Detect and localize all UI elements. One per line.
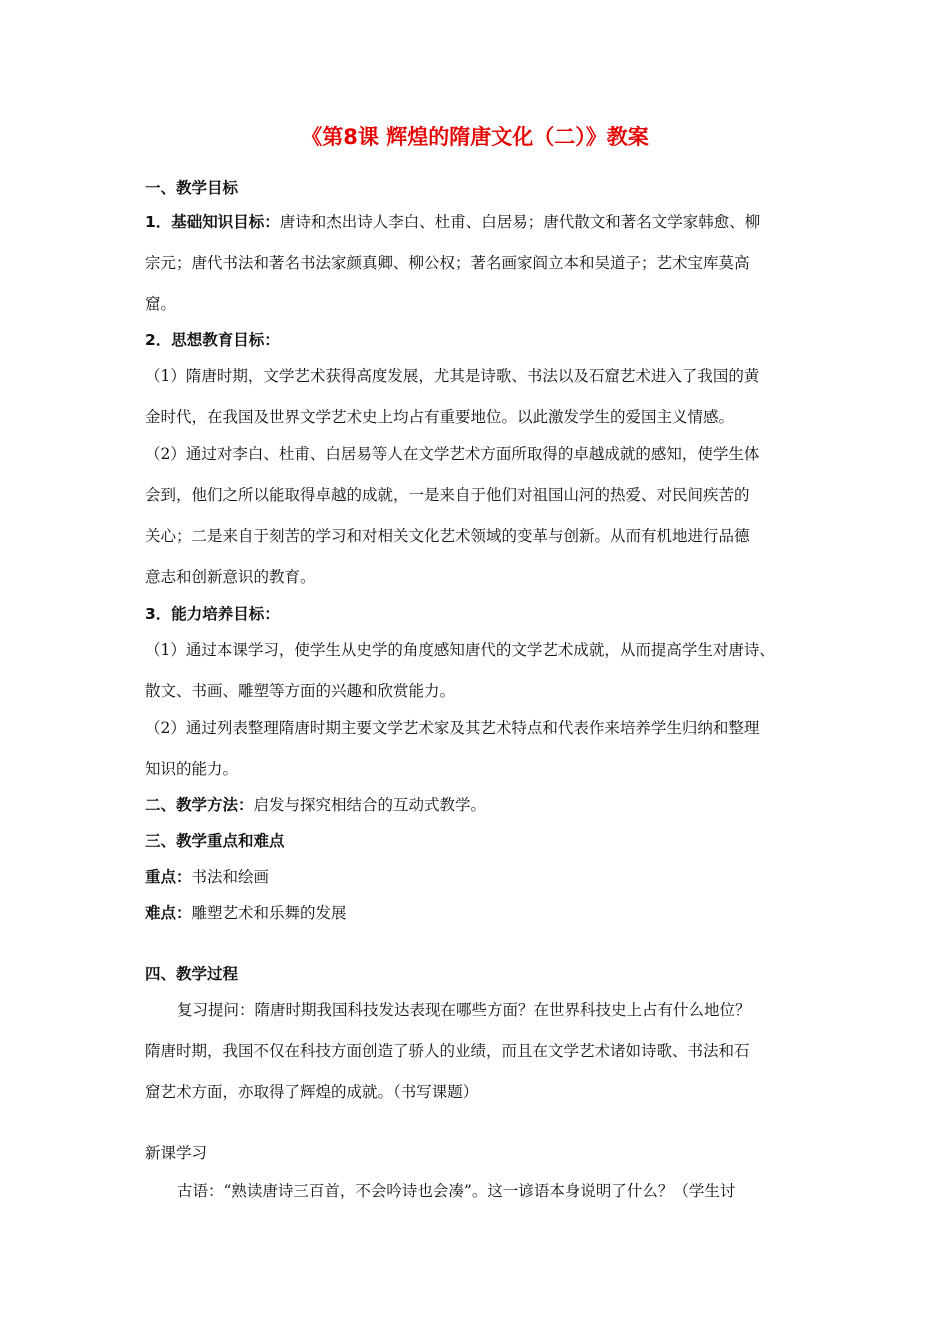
paragraph-line: 知识的能力。 [145, 760, 239, 778]
paragraph-line: 关心；二是来自于刻苦的学习和对相关文化艺术领域的变革与创新。从而有机地进行品德 [145, 527, 750, 545]
paragraph-line: 窟。 [145, 295, 177, 313]
difficulty-text: 雕塑艺术和乐舞的发展 [191, 904, 347, 922]
paragraph-line: 古语：“熟读唐诗三百首，不会吟诗也会凑”。这一谚语本身说明了什么？（学生讨 [177, 1182, 736, 1200]
new-lesson-heading: 新课学习 [145, 1144, 208, 1162]
paragraph-line: （1）隋唐时期，文学艺术获得高度发展，尤其是诗歌、书法以及石窟艺术进入了我国的黄 [145, 367, 760, 385]
paragraph-line: （2）通过对李白、杜甫、白居易等人在文学艺术方面所取得的卓越成就的感知，使学生体 [145, 445, 760, 463]
teaching-method-label: 二、教学方法： [145, 796, 254, 814]
difficulty-line [145, 902, 810, 924]
document-title: 《第8课 辉煌的隋唐文化（二）》教案 [301, 125, 649, 149]
difficulty-label: 难点： [145, 904, 192, 922]
key-point-line [145, 866, 810, 888]
section-heading-key-points: 三、教学重点和难点 [145, 832, 285, 850]
paragraph-line: 隋唐时期，我国不仅在科技方面创造了骄人的业绩，而且在文学艺术诸如诗歌、书法和石 [145, 1042, 750, 1060]
section-heading-objectives: 一、教学目标 [145, 179, 239, 197]
moral-education-label: 2．思想教育目标： [145, 331, 280, 349]
paragraph-line: 宗元；唐代书法和著名书法家颜真卿、柳公权；著名画家阎立本和吴道子；艺术宝库莫高 [145, 254, 750, 272]
paragraph-line: 金时代，在我国及世界文学艺术史上均占有重要地位。以此激发学生的爱国主义情感。 [145, 408, 735, 426]
basic-knowledge-label: 1．基础知识目标： [145, 213, 280, 231]
paragraph-line: 会到，他们之所以能取得卓越的成就，一是来自于他们对祖国山河的热爱、对民间疾苦的 [145, 486, 750, 504]
teaching-method-line [145, 794, 810, 816]
paragraph-line: 复习提问：隋唐时期我国科技发达表现在哪些方面？在世界科技史上占有什么地位？ [177, 1001, 751, 1019]
paragraph-line: （1）通过本课学习，使学生从史学的角度感知唐代的文学艺术成就，从而提高学生对唐诗、 [145, 641, 775, 659]
teaching-method-text: 启发与探究相结合的互动式教学。 [253, 796, 487, 814]
section-heading-process: 四、教学过程 [145, 965, 239, 983]
paragraph-line: （2）通过列表整理隋唐时期主要文学艺术家及其艺术特点和代表作来培养学生归纳和整理 [145, 719, 760, 737]
paragraph-text: 唐诗和杰出诗人李白、杜甫、白居易；唐代散文和著名文学家韩愈、柳 [279, 213, 761, 231]
key-point-label: 重点： [145, 868, 192, 886]
paragraph-line: 散文、书画、雕塑等方面的兴趣和欣赏能力。 [145, 682, 456, 700]
paragraph-line: 意志和创新意识的教育。 [145, 568, 316, 586]
paragraph-line: 窟艺术方面，亦取得了辉煌的成就。（书写课题） [145, 1083, 479, 1101]
paragraph-line [145, 211, 810, 233]
key-point-text: 书法和绘画 [191, 868, 270, 886]
ability-training-label: 3．能力培养目标： [145, 605, 280, 623]
